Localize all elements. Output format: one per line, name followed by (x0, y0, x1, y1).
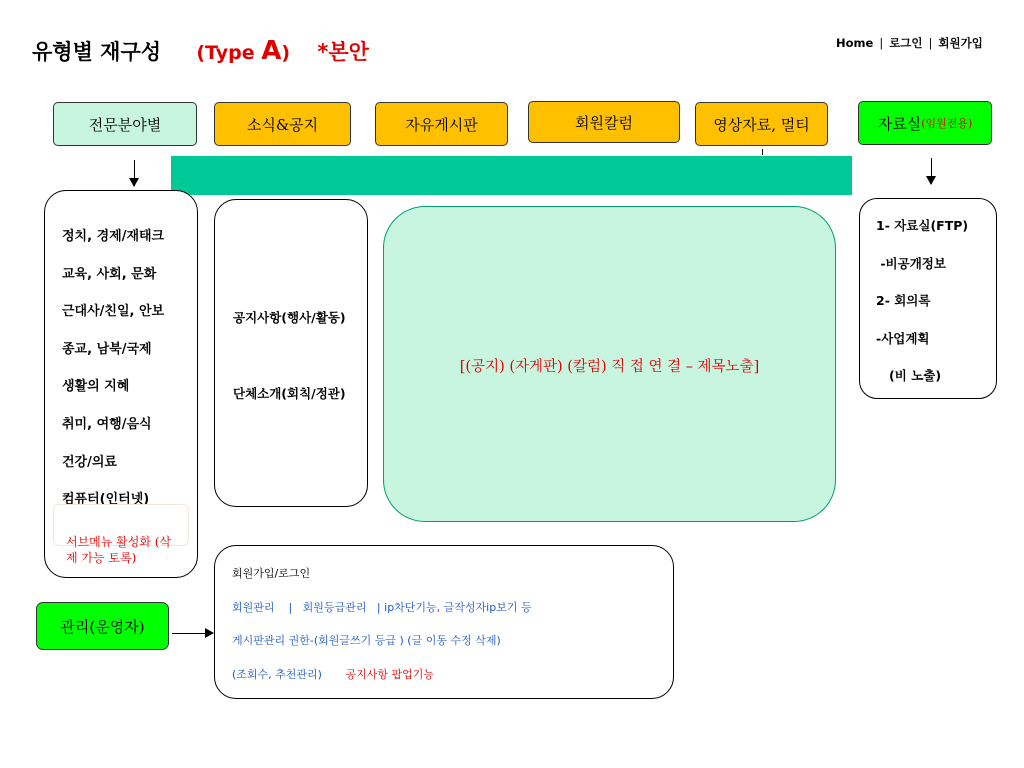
nav-separator: | (879, 36, 884, 50)
admin-line: 게시판관리 권한-(회원글쓰기 등급 ) (글 이동 수정 삭제) (232, 634, 501, 647)
connector-tick (762, 149, 763, 155)
notice-item[interactable]: 공지사항(행사/활동) (233, 310, 346, 325)
admin-line: 회원관리 | 회원등급관리 | ip차단기능, 글작성자ip보기 등 (232, 601, 532, 614)
tab-video[interactable]: 영상자료, 멀티 (695, 102, 828, 146)
nav-separator: | (928, 36, 933, 50)
list-item[interactable]: 취미, 여행/음식 (62, 416, 152, 432)
admin-line-part: 공지사항 팝업기능 (345, 668, 434, 681)
title-text: 유형별 재구성 (32, 40, 162, 64)
admin-line: 회원가입/로그인 (232, 567, 311, 580)
admin-line-part: (조회수, 추천관리) (232, 668, 322, 681)
top-nav (836, 35, 983, 51)
tab-column[interactable]: 회원칼럼 (528, 101, 680, 143)
tab-news[interactable]: 소식&공지 (214, 102, 351, 146)
admin-features-box (214, 545, 674, 699)
home-link[interactable]: Home (836, 36, 874, 50)
tab-freeboard[interactable]: 자유게시판 (375, 102, 508, 146)
list-item: -비공개정보 (876, 255, 946, 271)
right-arrow-icon (172, 633, 212, 634)
main-content-area (383, 206, 836, 522)
specialty-list (62, 225, 164, 526)
list-item[interactable]: 생활의 지혜 (62, 379, 130, 395)
tab-specialty[interactable]: 전문분야별 (53, 102, 197, 146)
notice-box (214, 199, 368, 507)
admin-button[interactable]: 관리(운영자) (36, 602, 169, 650)
down-arrow-icon (931, 158, 932, 184)
list-item[interactable]: 종교, 남북/국제 (62, 341, 152, 357)
list-item[interactable]: 정치, 경제/재태크 (62, 229, 165, 244)
specialty-list-box (44, 190, 198, 578)
tab-archive[interactable]: 자료실 (임원전용) (858, 101, 992, 145)
list-item[interactable]: 건강/의료 (62, 454, 117, 470)
submenu-note: 서브메뉴 활성화 (삭제 가능 토록) (66, 535, 172, 565)
menu-bar-highlight (171, 156, 852, 195)
list-item: -사업계획 (876, 330, 930, 346)
list-item[interactable]: 교육, 사회, 문화 (62, 266, 157, 282)
archive-list (876, 216, 968, 404)
type-label: (Type A) (196, 36, 291, 66)
notice-item[interactable]: 단체소개(회칙/정관) (233, 386, 346, 401)
page-title (32, 36, 369, 66)
plan-label: *본안 (317, 40, 369, 64)
list-item[interactable]: 컴퓨터(인터넷) (62, 492, 150, 508)
list-item[interactable]: 2- 회의록 (876, 293, 931, 309)
signup-link[interactable]: 회원가입 (938, 36, 983, 50)
center-caption: [(공지) (자게판) (칼럼) 직 접 연 결 – 제목노출] (459, 359, 760, 375)
list-item: (비 노출) (876, 368, 942, 384)
login-link[interactable]: 로그인 (889, 36, 923, 50)
list-item[interactable]: 근대사/친일, 안보 (62, 304, 165, 320)
archive-box (859, 198, 997, 399)
admin-line (232, 666, 434, 682)
list-item[interactable]: 1- 자료실(FTP) (876, 218, 969, 233)
down-arrow-icon (134, 160, 135, 186)
